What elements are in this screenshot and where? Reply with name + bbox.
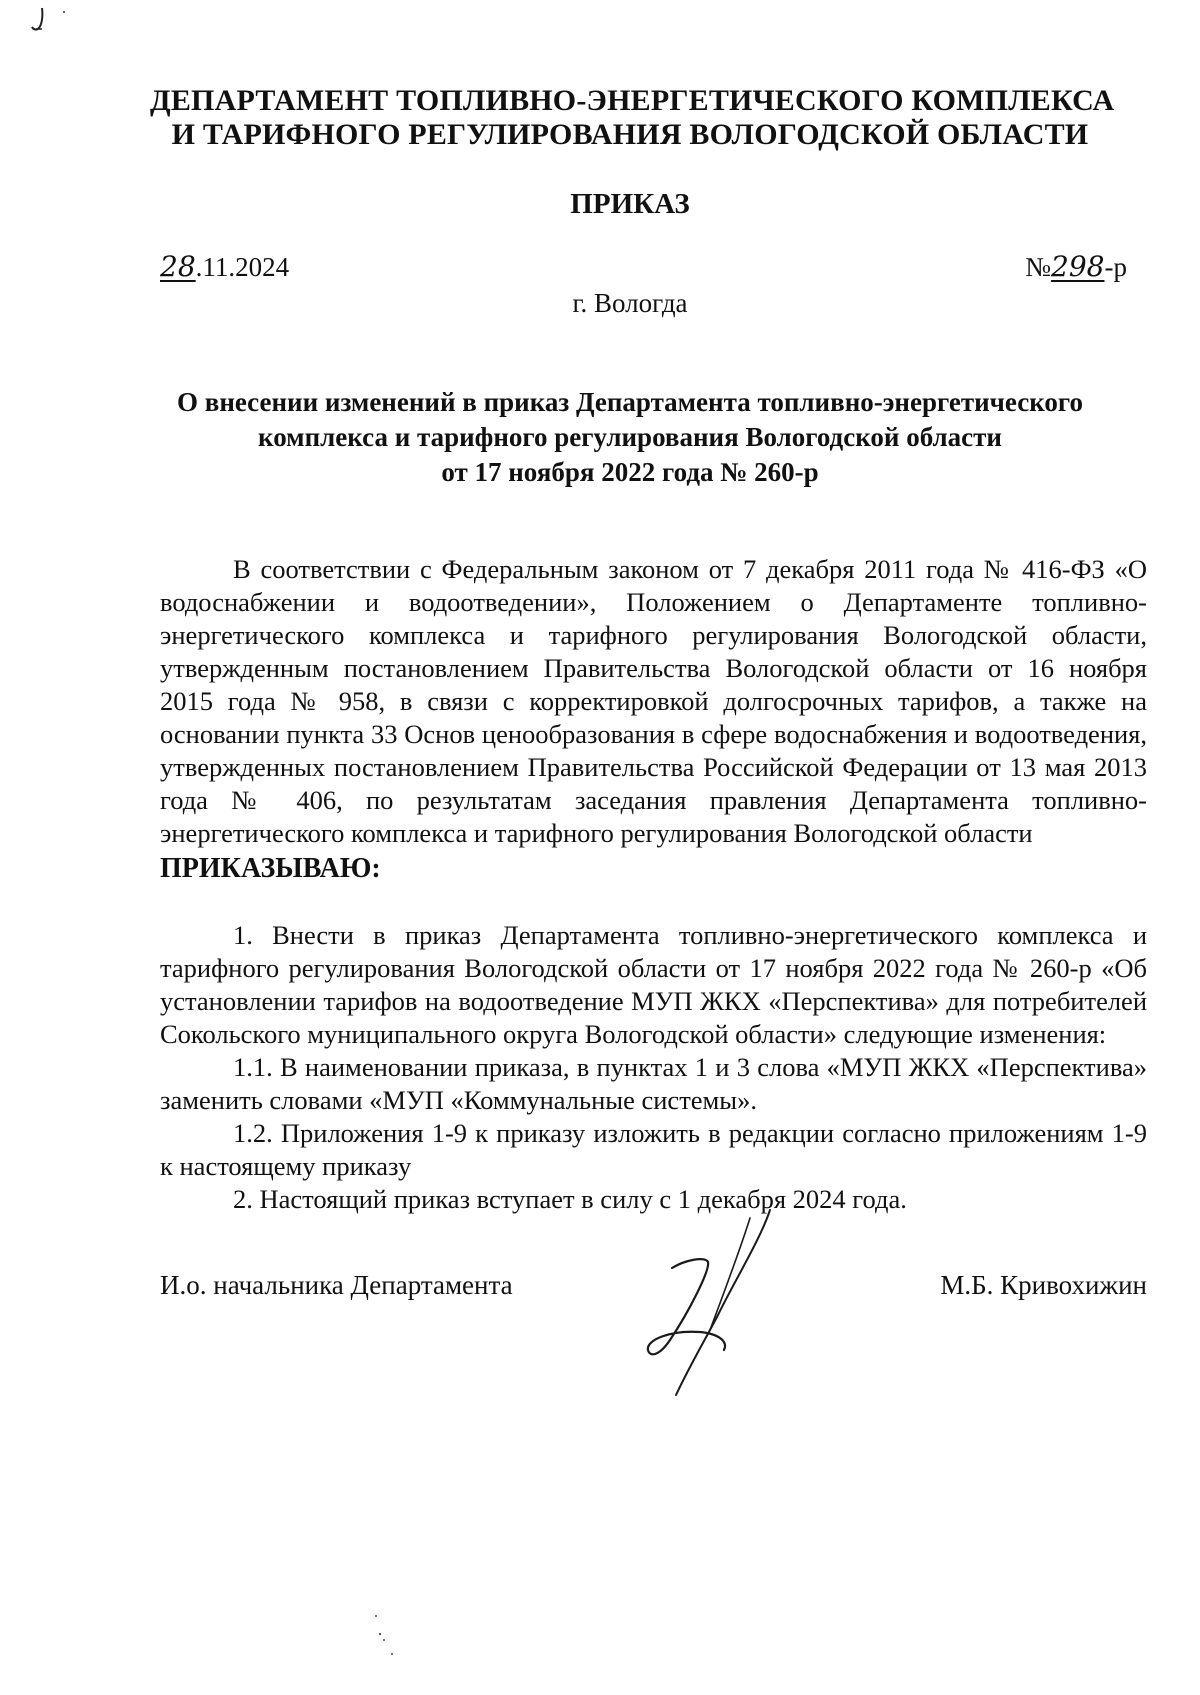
signature-block	[160, 1270, 1147, 1440]
document-date	[160, 250, 289, 283]
number-handwritten: 298	[1051, 250, 1105, 283]
document-type: ПРИКАЗ	[570, 188, 690, 220]
signatory-role: И.о. начальника Департамента	[160, 1270, 513, 1300]
signatory-name: М.Б. Кривохижин	[940, 1270, 1147, 1300]
department-header	[150, 84, 1115, 152]
order-word: ПРИКАЗЫВАЮ:	[160, 853, 381, 884]
document-body	[160, 553, 1147, 1216]
date-day-handwritten: 28	[160, 250, 196, 283]
header-line-1: ДЕПАРТАМЕНТ ТОПЛИВНО-ЭНЕРГЕТИЧЕСКОГО КОМПЛЕКСА	[150, 84, 1115, 117]
header-line-2: И ТАРИФНОГО РЕГУЛИРОВАНИЯ ВОЛОГОДСКОЙ ОБЛАСТИ	[171, 118, 1089, 151]
item-1-1-paragraph: 1.1. В наименовании приказа, в пунктах 1 и 3 слова «МУП ЖКХ «Перспектива» заменить словами «МУП «Коммунальные системы».	[160, 1052, 1147, 1115]
handwritten-signature	[610, 1190, 820, 1420]
corner-pen-mark	[28, 4, 68, 34]
item-2-paragraph: 2. Настоящий приказ вступает в силу с 1 декабря 2024 года.	[233, 1184, 907, 1214]
subject-line-3: от 17 ноября 2022 года № 260-р	[441, 457, 819, 487]
item-1-paragraph: 1. Внести в приказ Департамента топливно-энергетического комплекса и тарифного регулирования Вологодской области от 17 ноября 2022 года № 260-р «Об установлении тарифов на водоотведение МУП ЖКХ «Перспектива» для потребителей Сокольского муниципального округа Вологодской области» следующие изменения:	[160, 920, 1147, 1049]
document-subject	[150, 385, 1110, 490]
scan-specks	[370, 1610, 410, 1670]
number-prefix: №	[1025, 252, 1052, 282]
subject-line-2: комплекса и тарифного регулирования Вологодской области	[258, 422, 1002, 452]
preamble-paragraph: В соответствии с Федеральным законом от 7 декабря 2011 года № 416-ФЗ «О водоснабжении и водоотведении», Положением о Департаменте топливно-энергетического комплекса и тарифного регулирования Вологодской области, утвержденным постановлением Правительства Вологодской области от 16 ноября 2015 года № 958, в связи с корректировкой долгосрочных тарифов, а также на основании пункта 33 Основ ценообразования в сфере водоснабжения и водоотведения, утвержденных постановлением Правительства Российской Федерации от 13 мая 2013 года № 406, по результатам заседания правления Департамента топливно-энергетического комплекса и тарифного регулирования Вологодской области	[160, 554, 1147, 848]
number-suffix: -р	[1104, 252, 1127, 282]
date-rest: .11.2024	[195, 252, 290, 282]
item-1-2-paragraph: 1.2. Приложения 1-9 к приказу изложить в редакции согласно приложениям 1-9 к настоящему приказу	[160, 1118, 1147, 1181]
document-number	[1025, 250, 1127, 283]
city-line: г. Вологда	[572, 288, 688, 318]
subject-line-1: О внесении изменений в приказ Департамента топливно-энергетического	[176, 387, 1083, 417]
